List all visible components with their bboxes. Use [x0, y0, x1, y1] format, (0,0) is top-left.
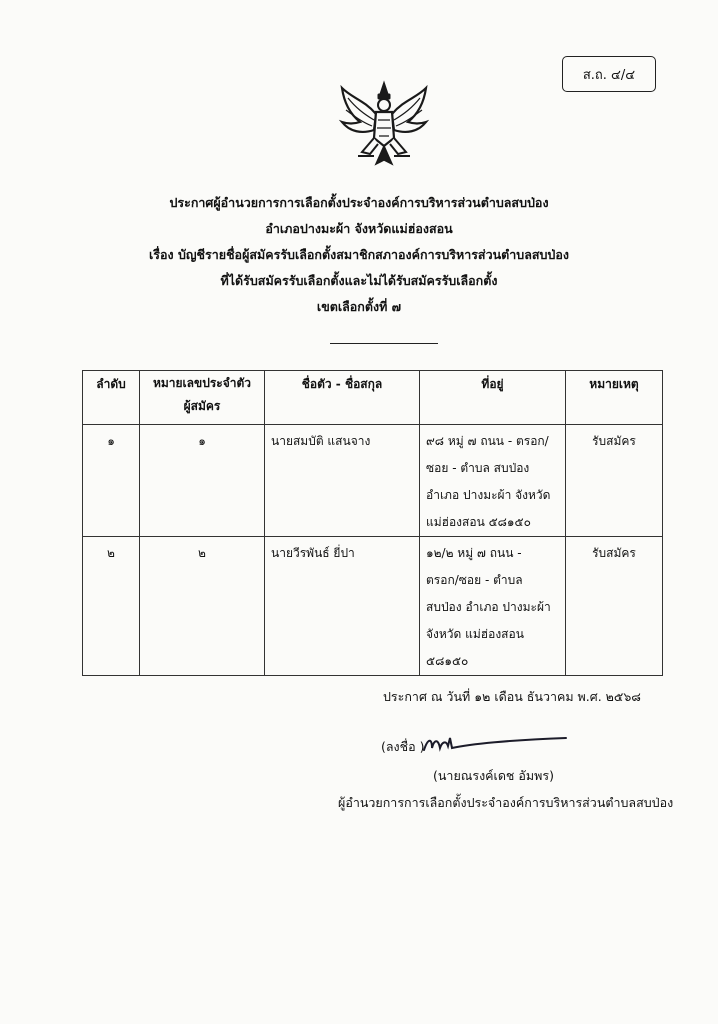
col-header-name: ชื่อตัว - ชื่อสกุล — [265, 371, 420, 425]
form-code: ส.ถ. ๔/๔ — [582, 67, 636, 83]
signer-title: ผู้อำนวยการการเลือกตั้งประจำองค์การบริหารส่วนตำบลสบป่อง — [338, 795, 674, 810]
col-header-order: ลำดับ — [83, 371, 140, 425]
cell-order: ๑ — [83, 425, 140, 537]
form-code-box — [562, 56, 656, 92]
heading-line-3: เรื่อง บัญชีรายชื่อผู้สมัครรับเลือกตั้งสมาชิกสภาองค์การบริหารส่วนตำบลสบป่อง — [149, 247, 569, 262]
cell-number: ๒ — [140, 537, 265, 676]
table-row — [83, 425, 663, 537]
address-line: ๑๒/๒ หมู่ ๗ ถนน - — [426, 546, 522, 560]
address-line: ๙๘ หมู่ ๗ ถนน - ตรอก/ — [426, 434, 549, 448]
signature-label: (ลงชื่อ ) — [381, 739, 425, 754]
heading-line-1: ประกาศผู้อำนวยการการเลือกตั้งประจำองค์การบริหารส่วนตำบลสบป่อง — [169, 195, 549, 210]
address-line: ซอย - ตำบล สบป่อง — [426, 461, 530, 475]
table-row — [83, 537, 663, 676]
heading-divider — [330, 343, 438, 344]
col-header-number: หมายเลขประจำตัว ผู้สมัคร — [140, 371, 265, 425]
cell-name: นายวีรพันธ์ ยี่ปา — [265, 537, 420, 676]
cell-address — [420, 425, 566, 537]
address-line: อำเภอ ปางมะผ้า จังหวัด — [426, 488, 551, 502]
cell-order: ๒ — [83, 537, 140, 676]
address-line: ตรอก/ซอย - ตำบล — [426, 573, 523, 587]
announcement-date: ประกาศ ณ วันที่ ๑๒ เดือน ธันวาคม พ.ศ. ๒๕๖๘ — [383, 689, 641, 704]
candidate-table — [82, 370, 663, 676]
heading-line-4: ที่ได้รับสมัครรับเลือกตั้งและไม่ได้รับสมัครรับเลือกตั้ง — [220, 273, 498, 288]
address-line: แม่ฮ่องสอน ๕๘๑๕๐ — [426, 515, 531, 529]
cell-address — [420, 537, 566, 676]
col-header-remark: หมายเหตุ — [566, 371, 663, 425]
cell-remark: รับสมัคร — [566, 425, 663, 537]
heading-line-5: เขตเลือกตั้งที่ ๗ — [316, 299, 402, 314]
cell-name: นายสมบัติ แสนจาง — [265, 425, 420, 537]
handwritten-signature — [420, 730, 570, 758]
address-line: ๕๘๑๕๐ — [426, 654, 469, 668]
table-header-row — [83, 371, 663, 425]
heading-line-2: อำเภอปางมะผ้า จังหวัดแม่ฮ่องสอน — [265, 221, 453, 236]
garuda-emblem-icon — [334, 80, 434, 170]
cell-number: ๑ — [140, 425, 265, 537]
address-line: สบป่อง อำเภอ ปางมะผ้า — [426, 600, 551, 614]
address-line: จังหวัด แม่ฮ่องสอน — [426, 627, 524, 641]
announcement-heading — [0, 190, 718, 320]
signer-name: (นายณรงค์เดช อัมพร) — [433, 768, 554, 783]
cell-remark: รับสมัคร — [566, 537, 663, 676]
col-header-address: ที่อยู่ — [420, 371, 566, 425]
